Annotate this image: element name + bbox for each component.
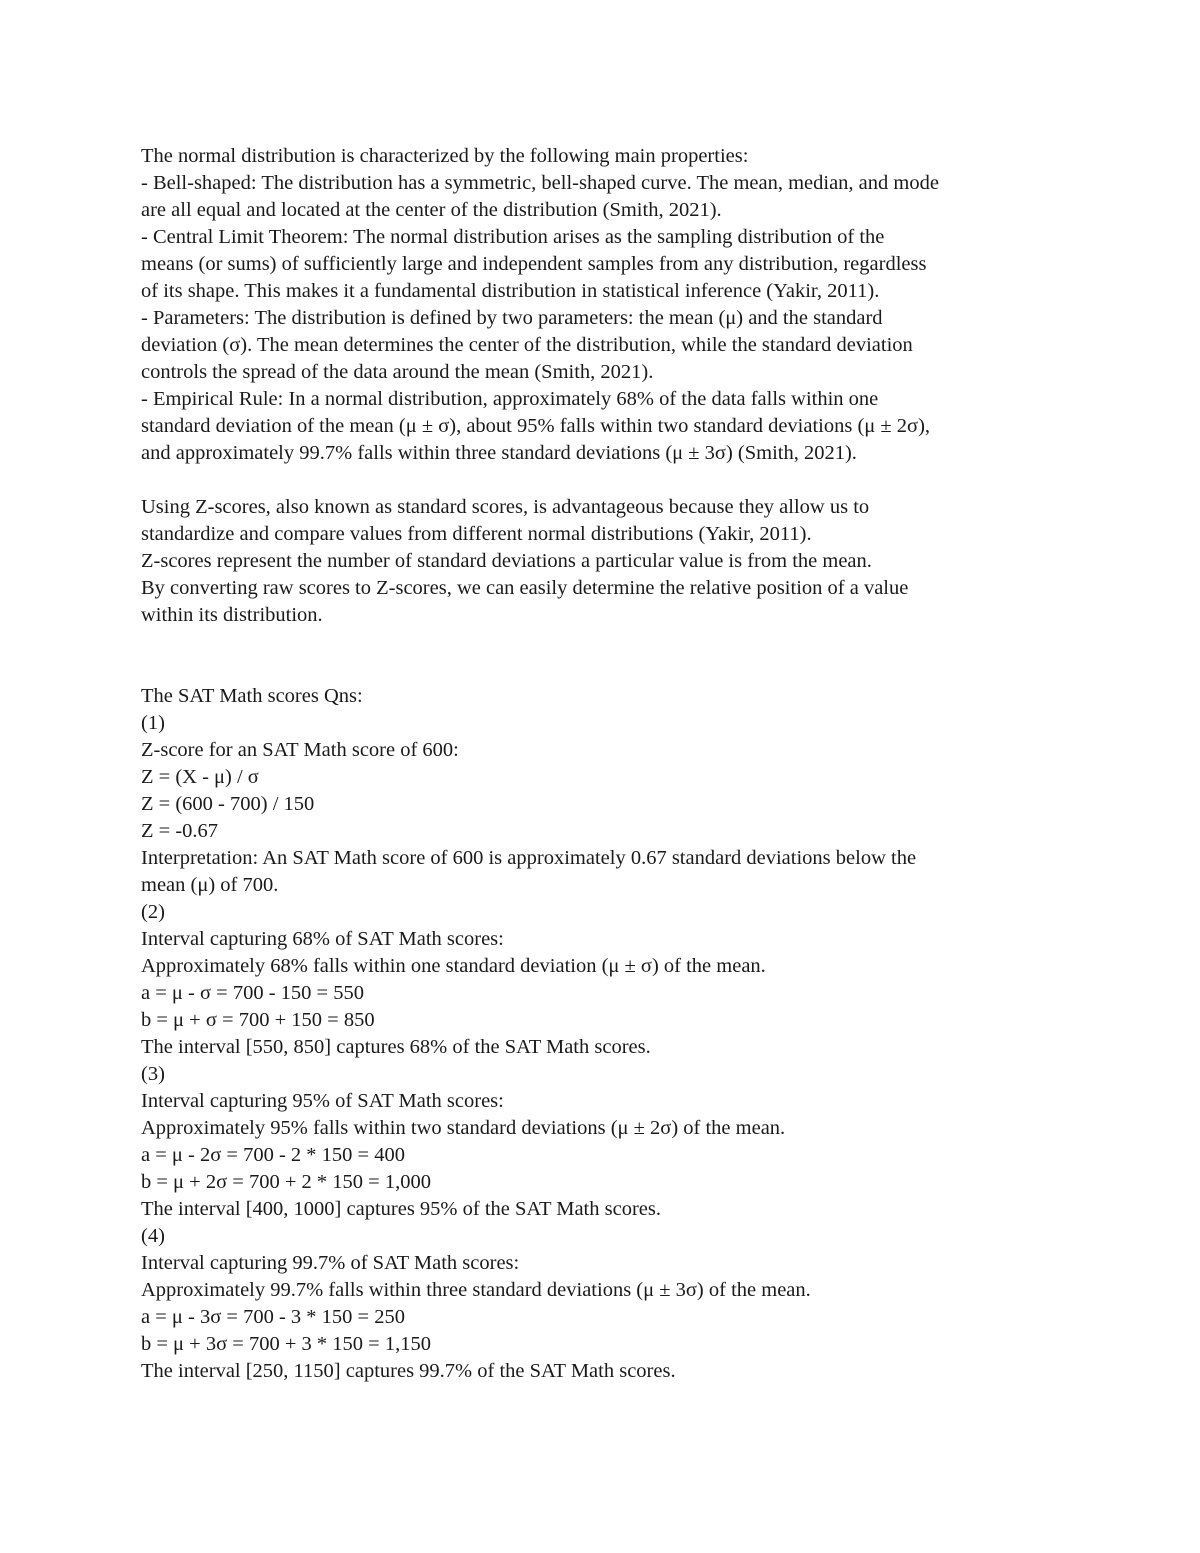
- question-number: (3): [141, 1063, 165, 1085]
- sat-section: [141, 683, 1061, 1385]
- text-line: Approximately 95% falls within two standard deviations (μ ± 2σ) of the mean.: [141, 1117, 786, 1139]
- formula-line: a = μ - σ = 700 - 150 = 550: [141, 982, 364, 1004]
- text-line: Using Z-scores, also known as standard scores, is advantageous because they allow us to: [141, 496, 870, 518]
- text-line: Approximately 68% falls within one standard deviation (μ ± σ) of the mean.: [141, 955, 766, 977]
- text-line: The interval [550, 850] captures 68% of the SAT Math scores.: [141, 1036, 651, 1058]
- formula-line: a = μ - 3σ = 700 - 3 * 150 = 250: [141, 1306, 405, 1328]
- text-line: Interval capturing 68% of SAT Math scores:: [141, 928, 504, 950]
- text-line: Interpretation: An SAT Math score of 600 is approximately 0.67 standard deviations below the: [141, 847, 917, 869]
- text-line: of its shape. This makes it a fundamental distribution in statistical inference (Yakir, 2011).: [141, 280, 880, 302]
- question-number: (4): [141, 1225, 165, 1247]
- formula-line: Z = (600 - 700) / 150: [141, 793, 315, 815]
- text-line: are all equal and located at the center of the distribution (Smith, 2021).: [141, 199, 722, 221]
- text-line: The interval [400, 1000] captures 95% of the SAT Math scores.: [141, 1198, 661, 1220]
- text-line: The normal distribution is characterized by the following main properties:: [141, 145, 749, 167]
- question-number: (2): [141, 901, 165, 923]
- formula-line: Z = (X - μ) / σ: [141, 766, 259, 788]
- formula-line: b = μ + σ = 700 + 150 = 850: [141, 1009, 375, 1031]
- text-line: By converting raw scores to Z-scores, we can easily determine the relative position of a value: [141, 577, 909, 599]
- text-line: deviation (σ). The mean determines the center of the distribution, while the standard deviation: [141, 334, 913, 356]
- zscores-section: [141, 494, 1061, 629]
- text-line: The interval [250, 1150] captures 99.7% of the SAT Math scores.: [141, 1360, 676, 1382]
- text-line: standardize and compare values from different normal distributions (Yakir, 2011).: [141, 523, 812, 545]
- formula-line: b = μ + 2σ = 700 + 2 * 150 = 1,000: [141, 1171, 431, 1193]
- section-heading: The SAT Math scores Qns:: [141, 685, 363, 707]
- text-line: - Bell-shaped: The distribution has a symmetric, bell-shaped curve. The mean, median, and mode: [141, 172, 939, 194]
- formula-line: b = μ + 3σ = 700 + 3 * 150 = 1,150: [141, 1333, 431, 1355]
- text-line: Interval capturing 95% of SAT Math scores:: [141, 1090, 504, 1112]
- text-line: mean (μ) of 700.: [141, 874, 279, 896]
- text-line: standard deviation of the mean (μ ± σ), about 95% falls within two standard deviations (μ ± 2σ),: [141, 415, 931, 437]
- text-line: Z-scores represent the number of standard deviations a particular value is from the mean.: [141, 550, 872, 572]
- text-line: and approximately 99.7% falls within three standard deviations (μ ± 3σ) (Smith, 2021).: [141, 442, 857, 464]
- text-line: Interval capturing 99.7% of SAT Math scores:: [141, 1252, 520, 1274]
- text-line: within its distribution.: [141, 604, 323, 626]
- text-line: controls the spread of the data around the mean (Smith, 2021).: [141, 361, 654, 383]
- text-line: Z-score for an SAT Math score of 600:: [141, 739, 459, 761]
- text-line: - Parameters: The distribution is defined by two parameters: the mean (μ) and the standard: [141, 307, 883, 329]
- document-body: [141, 143, 1061, 1385]
- formula-line: a = μ - 2σ = 700 - 2 * 150 = 400: [141, 1144, 405, 1166]
- text-line: - Central Limit Theorem: The normal distribution arises as the sampling distribution of the: [141, 226, 885, 248]
- text-line: Approximately 99.7% falls within three standard deviations (μ ± 3σ) of the mean.: [141, 1279, 811, 1301]
- properties-section: [141, 143, 1061, 467]
- text-line: means (or sums) of sufficiently large and independent samples from any distribution, regardless: [141, 253, 927, 275]
- text-line: - Empirical Rule: In a normal distribution, approximately 68% of the data falls within one: [141, 388, 879, 410]
- question-number: (1): [141, 712, 165, 734]
- paragraph-spacer: [141, 629, 1061, 683]
- paragraph-spacer: [141, 467, 1061, 494]
- formula-line: Z = -0.67: [141, 820, 219, 842]
